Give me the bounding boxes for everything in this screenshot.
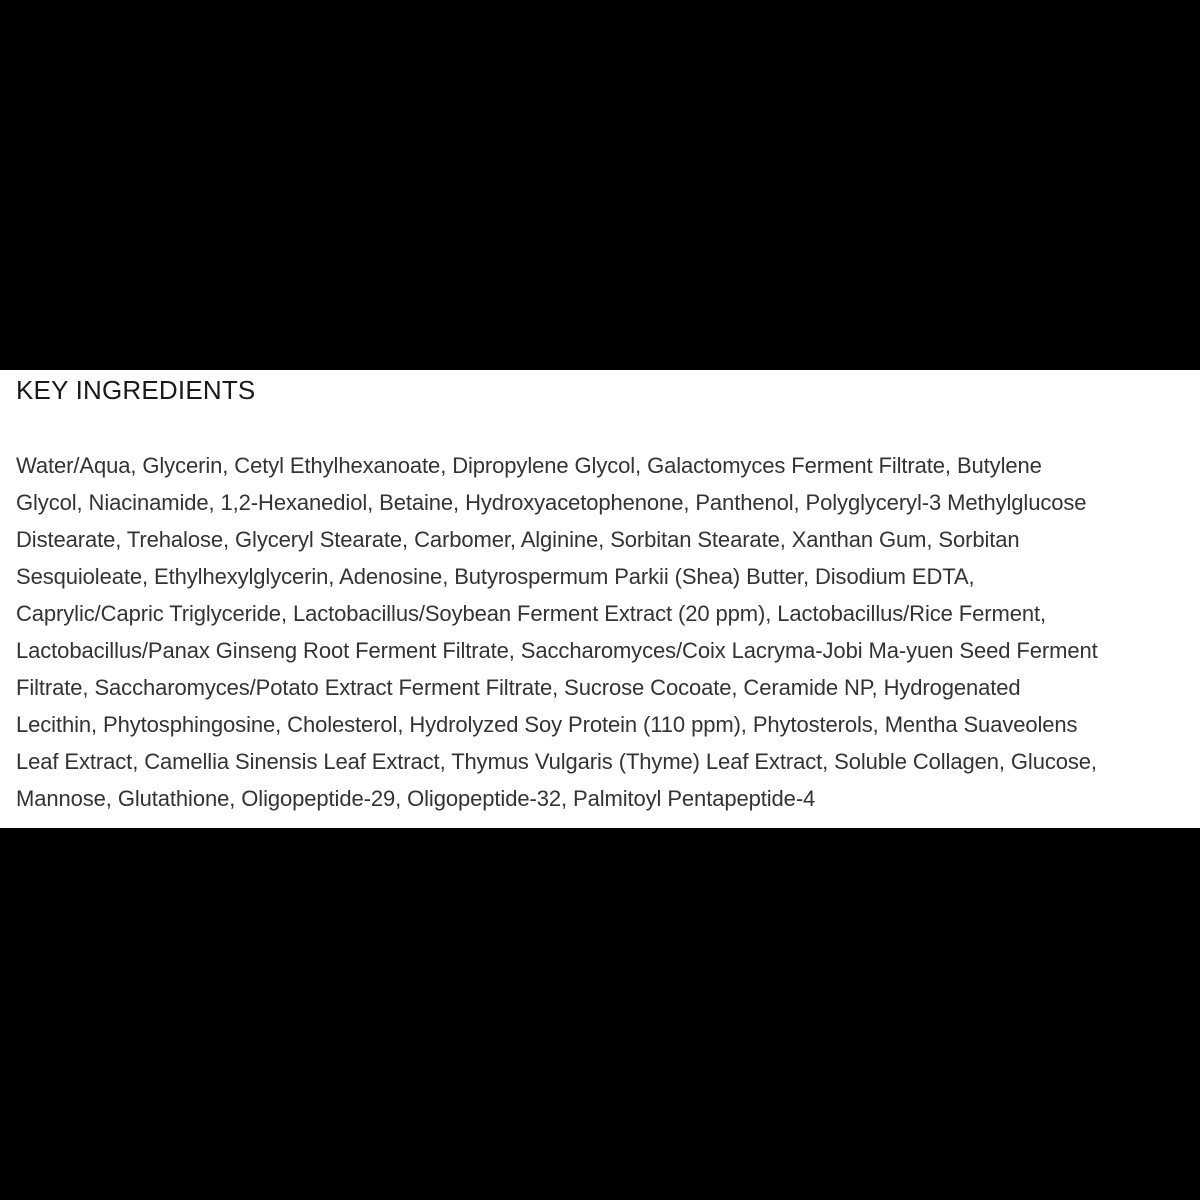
ingredients-line: Filtrate, Saccharomyces/Potato Extract Ferment Filtrate, Sucrose Cocoate, Ceramide NP, Hydrogenated (16, 674, 1021, 700)
ingredients-line: Caprylic/Capric Triglyceride, Lactobacillus/Soybean Ferment Extract (20 ppm), Lactobacillus/Rice Ferment, (16, 600, 1047, 626)
ingredients-line: Leaf Extract, Camellia Sinensis Leaf Extract, Thymus Vulgaris (Thyme) Leaf Extract, Soluble Collagen, Glucose, (16, 748, 1097, 774)
ingredients-list (16, 447, 1184, 817)
key-ingredients-panel (0, 370, 1200, 828)
ingredients-line: Water/Aqua, Glycerin, Cetyl Ethylhexanoate, Dipropylene Glycol, Galactomyces Ferment Filtrate, Butylene (16, 452, 1042, 478)
section-title: KEY INGREDIENTS (16, 375, 256, 405)
ingredients-line: Lactobacillus/Panax Ginseng Root Ferment Filtrate, Saccharomyces/Coix Lacryma-Jobi Ma-yuen Seed Ferment (16, 637, 1098, 663)
ingredients-line: Lecithin, Phytosphingosine, Cholesterol, Hydrolyzed Soy Protein (110 ppm), Phytosterols, Mentha Suaveolens (16, 711, 1078, 737)
ingredients-line: Sesquioleate, Ethylhexylglycerin, Adenosine, Butyrospermum Parkii (Shea) Butter, Disodium EDTA, (16, 563, 975, 589)
ingredients-line: Mannose, Glutathione, Oligopeptide-29, Oligopeptide-32, Palmitoyl Pentapeptide-4 (16, 785, 816, 811)
ingredients-line: Distearate, Trehalose, Glyceryl Stearate, Carbomer, Alginine, Sorbitan Stearate, Xanthan Gum, Sorbitan (16, 526, 1020, 552)
ingredients-line: Glycol, Niacinamide, 1,2-Hexanediol, Betaine, Hydroxyacetophenone, Panthenol, Polyglyceryl-3 Methylglucose (16, 489, 1087, 515)
